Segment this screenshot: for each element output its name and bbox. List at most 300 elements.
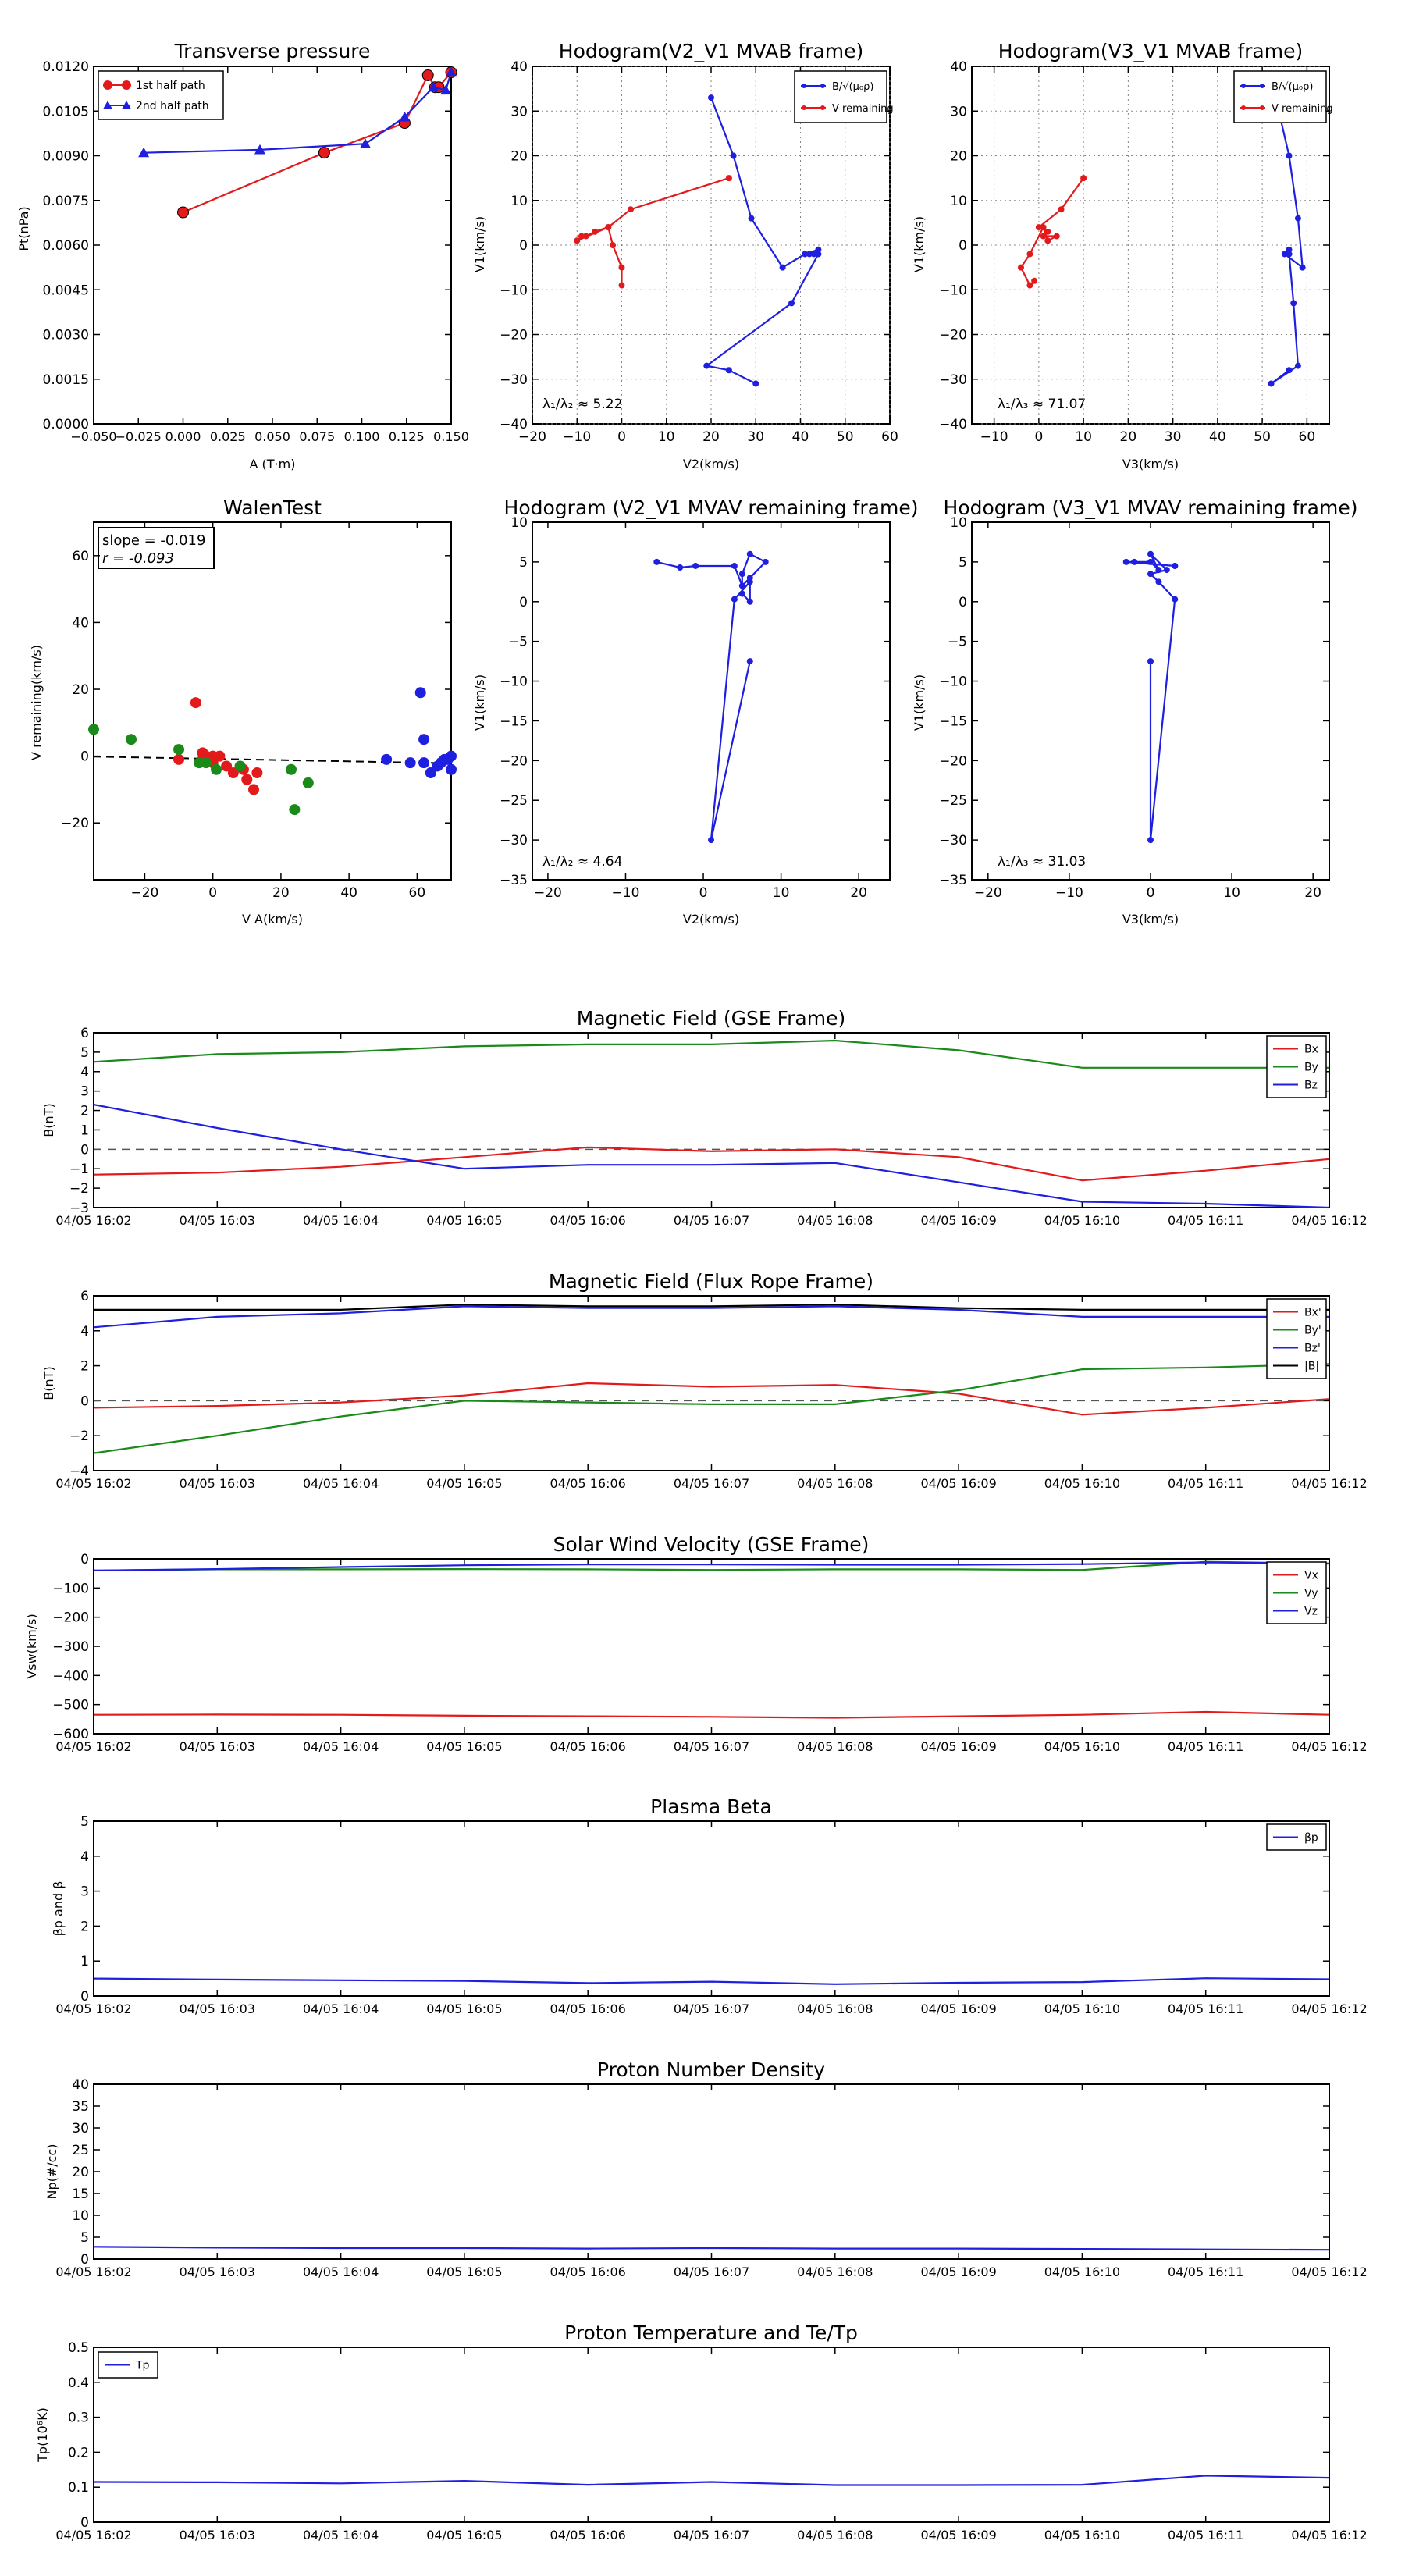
scatter-point-green — [289, 804, 300, 815]
hodogram-v3-v1-mvab-panel — [912, 40, 1333, 471]
data-point — [726, 367, 732, 373]
y-tick-label: −40 — [939, 417, 967, 432]
data-point — [1147, 837, 1154, 843]
x-tick-label: 04/05 16:11 — [1168, 2001, 1244, 2016]
x-tick-label: 04/05 16:03 — [179, 2265, 255, 2279]
x-tick-label: 04/05 16:09 — [920, 1739, 997, 1754]
hodogram-v3-v1-mvab-ratio: λ₁/λ₃ ≈ 71.07 — [998, 397, 1087, 412]
data-point — [1054, 233, 1060, 240]
data-point — [739, 571, 745, 577]
x-tick-label: 04/05 16:05 — [426, 1213, 503, 1228]
scatter-point-green — [303, 777, 314, 788]
y-tick-label: 0 — [519, 238, 528, 254]
y-tick-label: 30 — [950, 104, 967, 120]
y-tick-label: −30 — [500, 833, 528, 849]
proton-temperature-title: Proton Temperature and Te/Tp — [564, 2322, 858, 2344]
x-tick-label: 04/05 16:08 — [797, 1213, 873, 1228]
proton-temperature-panel — [35, 2322, 1368, 2542]
x-tick-label: −20 — [973, 885, 1002, 901]
plasma-beta-panel — [51, 1795, 1368, 2016]
x-tick-label: 04/05 16:06 — [550, 1213, 626, 1228]
data-point — [788, 300, 795, 306]
x-tick-label: 04/05 16:03 — [179, 2528, 255, 2542]
data-point — [726, 175, 732, 181]
data-point — [747, 658, 753, 664]
scatter-point-green — [126, 734, 137, 745]
y-tick-label: 0.0075 — [42, 193, 89, 209]
y-tick-label: −3 — [69, 1201, 89, 1216]
x-tick-label: 60 — [1298, 429, 1316, 445]
x-tick-label: 04/05 16:07 — [673, 2265, 750, 2279]
legend-label: βp — [1304, 1831, 1318, 1845]
data-point — [610, 242, 616, 248]
y-tick-label: 10 — [510, 515, 528, 531]
data-point — [1031, 278, 1037, 284]
y-tick-label: 1 — [80, 1954, 89, 1970]
x-tick-label: 04/05 16:08 — [797, 1739, 873, 1754]
scatter-point-green — [88, 724, 99, 735]
data-point — [731, 153, 737, 159]
x-tick-label: 0.125 — [388, 429, 425, 444]
data-point — [605, 224, 611, 230]
data-point — [747, 575, 753, 581]
x-tick-label: 04/05 16:03 — [179, 1213, 255, 1228]
data-point — [1147, 571, 1154, 577]
proton-temperature-axes — [94, 2347, 1329, 2522]
data-point — [628, 206, 634, 212]
y-tick-label: 5 — [80, 2230, 89, 2246]
y-tick-label: −20 — [61, 816, 89, 832]
y-tick-label: 0 — [80, 2252, 89, 2268]
hodogram-v3-v1-mvav-panel — [912, 496, 1357, 927]
y-tick-label: −20 — [500, 753, 528, 770]
series-line-blue — [1126, 554, 1175, 840]
plasma-beta-ylabel: βp and β — [51, 1880, 66, 1937]
data-point — [1286, 153, 1292, 159]
x-tick-label: 04/05 16:05 — [426, 1476, 503, 1491]
x-tick-label: 10 — [1075, 429, 1092, 445]
hodogram-v3-v1-mvav-title: Hodogram (V3_V1 MVAV remaining frame) — [943, 496, 1358, 519]
y-tick-label: 0.0015 — [42, 372, 89, 388]
y-tick-label: 0 — [80, 1393, 89, 1410]
data-point — [1155, 578, 1161, 585]
x-tick-label: 04/05 16:08 — [797, 1476, 873, 1491]
walen-test-ylabel: V remaining(km/s) — [29, 645, 44, 760]
data-point — [1026, 251, 1033, 257]
data-point — [653, 559, 660, 565]
hodogram-v2-v1-mvav-ylabel: V1(km/s) — [472, 674, 487, 731]
data-point — [763, 559, 769, 565]
y-tick-label: 0.0000 — [42, 417, 89, 432]
y-tick-label: 40 — [72, 2077, 89, 2093]
series-line-tp — [94, 2475, 1329, 2485]
y-tick-label: 0 — [80, 1142, 89, 1158]
data-point — [806, 251, 813, 257]
x-tick-label: −10 — [611, 885, 640, 901]
x-tick-label: 0 — [699, 885, 708, 901]
y-tick-label: −10 — [500, 283, 528, 299]
solar-wind-velocity-title: Solar Wind Velocity (GSE Frame) — [553, 1533, 870, 1556]
y-tick-label: −600 — [52, 1727, 89, 1742]
data-point — [1164, 567, 1170, 573]
plasma-beta-title: Plasma Beta — [650, 1795, 772, 1818]
y-tick-label: −30 — [939, 372, 967, 388]
magnetic-field-gse-title: Magnetic Field (GSE Frame) — [576, 1007, 846, 1030]
solar-wind-velocity-panel — [24, 1533, 1368, 1754]
x-tick-label: 04/05 16:02 — [55, 2001, 132, 2016]
legend-label: Tp — [136, 2359, 150, 2372]
x-tick-label: 0.100 — [343, 429, 380, 444]
x-tick-label: 0.025 — [209, 429, 246, 444]
data-point — [708, 837, 714, 843]
data-point — [731, 596, 738, 603]
data-point — [1044, 229, 1051, 235]
y-tick-label: 0 — [80, 1552, 89, 1567]
x-tick-label: −10 — [980, 429, 1008, 445]
y-tick-label: −100 — [52, 1581, 89, 1597]
y-tick-label: −5 — [947, 634, 967, 650]
walen-test-xlabel: V A(km/s) — [241, 912, 304, 927]
proton-density-title: Proton Number Density — [597, 2058, 825, 2081]
series-line-blue — [1272, 98, 1303, 383]
series-line-by- — [94, 1364, 1329, 1453]
data-point — [739, 591, 745, 597]
data-point — [1026, 283, 1033, 289]
y-tick-label: 4 — [80, 1323, 89, 1340]
data-point — [1131, 559, 1137, 565]
data-point — [731, 563, 738, 569]
transverse-pressure-title: Transverse pressure — [174, 40, 371, 62]
legend-box — [1234, 71, 1326, 123]
data-point — [1040, 233, 1047, 240]
y-tick-label: 40 — [950, 59, 967, 75]
magnetic-field-flux-rope-plot — [55, 1289, 1367, 1491]
data-point — [739, 582, 745, 589]
legend-marker — [820, 84, 825, 88]
y-tick-label: −10 — [939, 674, 967, 690]
x-tick-label: 04/05 16:09 — [920, 1476, 997, 1491]
x-tick-label: 0 — [1146, 885, 1155, 901]
hodogram-v3-v1-mvab-plot — [939, 59, 1333, 445]
x-tick-label: 04/05 16:09 — [920, 2001, 997, 2016]
x-tick-label: −0.025 — [115, 429, 162, 444]
series-line-blue — [706, 98, 818, 383]
y-tick-label: 20 — [72, 682, 89, 699]
legend-label: V remaining — [832, 103, 894, 115]
hodogram-v2-v1-mvab-ratio: λ₁/λ₂ ≈ 5.22 — [542, 397, 623, 412]
hodogram-v3-v1-mvav-plot — [939, 515, 1329, 901]
transverse-pressure-ylabel: Pt(nPa) — [16, 206, 31, 251]
walen-test-axes — [94, 522, 451, 880]
data-point — [318, 148, 329, 158]
data-point — [178, 207, 189, 218]
y-tick-label: 0 — [80, 1989, 89, 2005]
x-tick-label: 04/05 16:12 — [1291, 1213, 1368, 1228]
x-tick-label: 04/05 16:10 — [1044, 2001, 1121, 2016]
solar-wind-velocity-ylabel: Vsw(km/s) — [24, 1614, 39, 1679]
hodogram-v2-v1-mvab-title: Hodogram(V2_V1 MVAB frame) — [558, 40, 864, 62]
legend-marker — [802, 84, 806, 88]
scatter-point-red — [190, 697, 201, 708]
y-tick-label: 40 — [510, 59, 528, 75]
magnetic-field-flux-rope-title: Magnetic Field (Flux Rope Frame) — [548, 1270, 874, 1293]
series-line-bx- — [94, 1383, 1329, 1414]
y-tick-label: 2 — [80, 1103, 89, 1119]
x-tick-label: 04/05 16:07 — [673, 1476, 750, 1491]
series-line-np — [94, 2247, 1329, 2250]
x-tick-label: 60 — [881, 429, 898, 445]
data-point — [1286, 367, 1292, 373]
hodogram-v2-v1-mvab-panel — [472, 40, 898, 471]
data-point — [708, 94, 714, 101]
y-tick-label: 0.3 — [67, 2410, 89, 2426]
y-tick-label: 0 — [519, 594, 528, 610]
y-tick-label: 0.0090 — [42, 148, 89, 165]
hodogram-v2-v1-mvav-plot — [500, 515, 890, 901]
y-tick-label: 3 — [80, 1884, 89, 1900]
x-tick-label: 04/05 16:05 — [426, 1739, 503, 1754]
x-tick-label: 0 — [208, 885, 218, 901]
hodogram-v3-v1-mvab-title: Hodogram(V3_V1 MVAB frame) — [998, 40, 1304, 62]
scatter-point-blue — [418, 757, 429, 768]
x-tick-label: 04/05 16:10 — [1044, 2528, 1121, 2542]
y-tick-label: −25 — [939, 793, 967, 809]
data-point — [1295, 363, 1301, 369]
x-tick-label: 04/05 16:11 — [1168, 1213, 1244, 1228]
x-tick-label: 04/05 16:09 — [920, 2265, 997, 2279]
y-tick-label: −30 — [939, 833, 967, 849]
x-tick-label: 50 — [1254, 429, 1271, 445]
data-point — [1123, 559, 1129, 565]
x-tick-label: 0.150 — [433, 429, 469, 444]
series-line-bx — [94, 1147, 1329, 1180]
x-tick-label: 04/05 16:10 — [1044, 1476, 1121, 1491]
series-line-blue — [656, 554, 765, 840]
series-line-vx — [94, 1712, 1329, 1718]
legend-label: By — [1304, 1061, 1318, 1074]
solar-wind-velocity-plot — [52, 1552, 1367, 1754]
x-tick-label: 10 — [772, 885, 790, 901]
data-point — [1147, 551, 1154, 557]
y-tick-label: −20 — [939, 753, 967, 770]
x-tick-label: 04/05 16:09 — [920, 2528, 997, 2542]
y-tick-label: −20 — [500, 327, 528, 343]
x-tick-label: 04/05 16:02 — [55, 1213, 132, 1228]
series-line--p — [94, 1978, 1329, 1984]
y-tick-label: −40 — [500, 417, 528, 432]
proton-density-panel — [44, 2058, 1368, 2279]
y-tick-label: 0.0120 — [42, 59, 89, 75]
y-tick-label: 30 — [510, 104, 528, 120]
legend-label: B/√(μ₀ρ) — [1272, 81, 1314, 93]
data-point — [1018, 265, 1024, 271]
data-point — [747, 599, 753, 605]
data-point — [1155, 567, 1161, 573]
y-tick-label: −35 — [939, 873, 967, 888]
y-tick-label: 0 — [80, 2515, 89, 2531]
y-tick-label: −2 — [69, 1429, 89, 1445]
x-tick-label: 0.050 — [254, 429, 290, 444]
y-tick-label: 3 — [80, 1083, 89, 1100]
proton-density-axes — [94, 2084, 1329, 2259]
x-tick-label: 04/05 16:12 — [1291, 2528, 1368, 2542]
data-point — [592, 229, 598, 235]
x-tick-label: 04/05 16:10 — [1044, 1739, 1121, 1754]
data-point — [1147, 658, 1154, 664]
scatter-point-blue — [446, 751, 457, 762]
y-tick-label: 10 — [950, 515, 967, 531]
y-tick-label: 0.2 — [67, 2445, 89, 2461]
x-tick-label: 04/05 16:05 — [426, 2001, 503, 2016]
data-point — [1286, 251, 1292, 257]
y-tick-label: 10 — [510, 193, 528, 209]
legend-label: 2nd half path — [136, 100, 209, 112]
data-point — [1290, 300, 1297, 306]
y-tick-label: 40 — [72, 615, 89, 632]
y-tick-label: −5 — [507, 634, 528, 650]
x-tick-label: 04/05 16:05 — [426, 2528, 503, 2542]
transverse-pressure-xlabel: A (T·m) — [249, 457, 296, 471]
y-tick-label: 0 — [959, 238, 967, 254]
hodogram-v3-v1-mvab-xlabel: V3(km/s) — [1122, 457, 1179, 471]
x-tick-label: −20 — [130, 885, 159, 901]
legend-marker — [103, 80, 112, 90]
solar-wind-velocity-axes — [94, 1559, 1329, 1734]
scatter-point-red — [248, 784, 259, 795]
proton-temperature-plot — [55, 2340, 1367, 2542]
hodogram-v2-v1-mvab-plot — [500, 59, 898, 445]
y-tick-label: 60 — [72, 548, 89, 564]
x-tick-label: 0 — [1034, 429, 1044, 445]
data-point — [422, 69, 433, 80]
hodogram-v3-v1-mvav-xlabel: V3(km/s) — [1122, 912, 1179, 927]
legend-label: Vy — [1304, 1587, 1318, 1600]
x-tick-label: 04/05 16:11 — [1168, 2265, 1244, 2279]
y-tick-label: −300 — [52, 1639, 89, 1655]
x-tick-label: 04/05 16:03 — [179, 1476, 255, 1491]
data-point — [1058, 206, 1065, 212]
x-tick-label: 04/05 16:06 — [550, 2265, 626, 2279]
scatter-point-blue — [418, 734, 429, 745]
x-tick-label: 20 — [850, 885, 867, 901]
x-tick-label: 04/05 16:11 — [1168, 1739, 1244, 1754]
y-tick-label: 0 — [959, 594, 967, 610]
legend-label: Bz' — [1304, 1342, 1321, 1355]
y-tick-label: −30 — [500, 372, 528, 388]
legend-label: 1st half path — [136, 80, 205, 92]
x-tick-label: 20 — [702, 429, 720, 445]
plasma-beta-plot — [55, 1814, 1367, 2016]
hodogram-v2-v1-mvav-title: Hodogram (V2_V1 MVAV remaining frame) — [503, 496, 919, 519]
x-tick-label: 04/05 16:11 — [1168, 2528, 1244, 2542]
x-tick-label: 04/05 16:05 — [426, 2265, 503, 2279]
y-tick-label: 10 — [72, 2208, 89, 2224]
proton-density-plot — [55, 2077, 1367, 2279]
legend-marker — [1260, 105, 1264, 110]
legend-label: Bx' — [1304, 1306, 1321, 1319]
y-tick-label: 0.0105 — [42, 104, 89, 120]
x-tick-label: 04/05 16:12 — [1291, 1476, 1368, 1491]
x-tick-label: 04/05 16:10 — [1044, 1213, 1121, 1228]
x-tick-label: 04/05 16:07 — [673, 1739, 750, 1754]
data-point — [747, 551, 753, 557]
x-tick-label: 04/05 16:06 — [550, 2001, 626, 2016]
hodogram-v2-v1-mvav-xlabel: V2(km/s) — [682, 912, 740, 927]
data-point — [578, 233, 585, 240]
y-tick-label: 25 — [72, 2143, 89, 2158]
y-tick-label: 20 — [510, 148, 528, 165]
scatter-point-red — [241, 774, 252, 785]
walen-test-r: r = -0.093 — [102, 550, 174, 567]
legend-marker — [1241, 84, 1246, 88]
data-point — [1172, 596, 1178, 603]
y-tick-label: 30 — [72, 2121, 89, 2137]
walen-test-title: WalenTest — [223, 496, 322, 519]
scatter-point-blue — [381, 754, 392, 765]
x-tick-label: 04/05 16:11 — [1168, 1476, 1244, 1491]
x-tick-label: 04/05 16:06 — [550, 1739, 626, 1754]
series-line-by — [94, 1041, 1329, 1068]
y-tick-label: 0.5 — [67, 2340, 89, 2356]
x-tick-label: 04/05 16:02 — [55, 2528, 132, 2542]
hodogram-v2-v1-mvav-panel — [472, 496, 918, 927]
x-tick-label: 04/05 16:04 — [302, 1213, 379, 1228]
y-tick-label: 0.0030 — [42, 327, 89, 343]
x-tick-label: 20 — [1119, 429, 1137, 445]
data-point — [752, 380, 759, 386]
hodogram-v2-v1-mvab-ylabel: V1(km/s) — [472, 215, 487, 273]
y-tick-label: 15 — [72, 2186, 89, 2202]
legend-label: V remaining — [1272, 103, 1333, 115]
y-tick-label: −15 — [939, 713, 967, 730]
hodogram-v2-v1-mvav-ratio: λ₁/λ₂ ≈ 4.64 — [542, 854, 623, 870]
y-tick-label: −1 — [69, 1162, 89, 1178]
x-tick-label: 04/05 16:04 — [302, 1739, 379, 1754]
y-tick-label: −400 — [52, 1668, 89, 1685]
x-tick-label: 40 — [1209, 429, 1226, 445]
hodogram-v3-v1-mvav-ratio: λ₁/λ₃ ≈ 31.03 — [998, 854, 1087, 870]
x-tick-label: 30 — [747, 429, 765, 445]
x-tick-label: 04/05 16:07 — [673, 1213, 750, 1228]
y-tick-label: 2 — [80, 1919, 89, 1935]
data-point — [1080, 175, 1087, 181]
magnetic-field-gse-panel — [41, 1007, 1368, 1228]
data-point — [815, 251, 821, 257]
y-tick-label: 5 — [519, 554, 528, 571]
scatter-point-red — [251, 767, 262, 778]
scatter-point-green — [211, 764, 222, 775]
y-tick-label: 5 — [959, 554, 967, 571]
x-tick-label: 04/05 16:08 — [797, 2265, 873, 2279]
data-point — [619, 283, 625, 289]
y-tick-label: −2 — [69, 1181, 89, 1197]
x-tick-label: 04/05 16:02 — [55, 1739, 132, 1754]
data-point — [1044, 237, 1051, 244]
x-tick-label: 04/05 16:06 — [550, 2528, 626, 2542]
y-tick-label: −35 — [500, 873, 528, 888]
y-tick-label: 6 — [80, 1026, 89, 1041]
legend-marker — [122, 80, 131, 90]
x-tick-label: 04/05 16:12 — [1291, 2001, 1368, 2016]
y-tick-label: 4 — [80, 1848, 89, 1865]
series-line-red — [577, 178, 729, 285]
scatter-point-green — [173, 744, 184, 755]
y-tick-label: 5 — [80, 1814, 89, 1830]
series-line--b- — [94, 1304, 1329, 1310]
y-tick-label: 0.0060 — [42, 238, 89, 254]
x-tick-label: −10 — [563, 429, 592, 445]
x-tick-label: −0.050 — [70, 429, 117, 444]
